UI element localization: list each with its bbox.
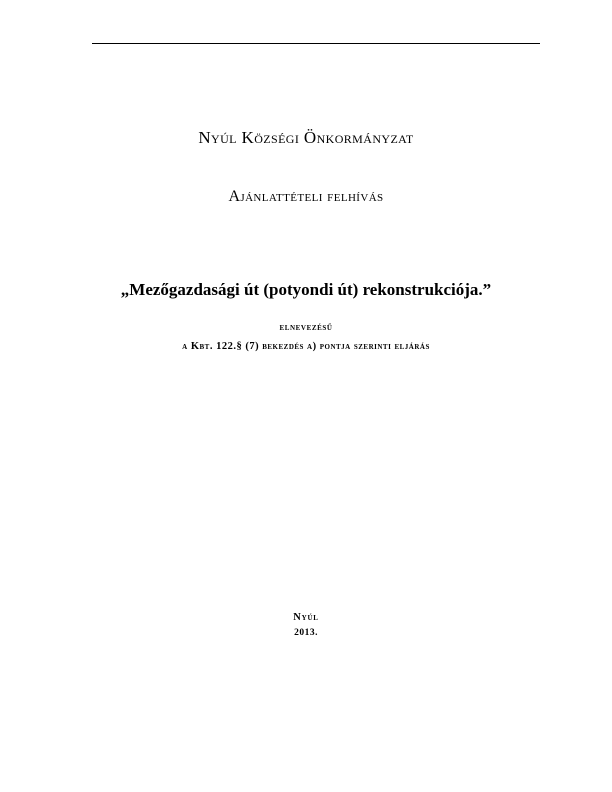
place-of-issue: Nyúl	[293, 612, 319, 623]
header-divider	[92, 43, 540, 44]
document-type-heading: Ajánlattételi felhívás	[228, 188, 384, 205]
organization-name: Nyúl Községi Önkormányzat	[198, 128, 414, 147]
project-title: „Mezőgazdasági út (potyondi út) rekonstrukciója.”	[120, 280, 492, 299]
year-of-issue: 2013.	[294, 628, 318, 638]
procedure-reference: a Kbt. 122.§ (7) bekezdés a) pontja szerinti eljárás	[182, 341, 430, 352]
project-subtitle-designation: elnevezésű	[279, 322, 333, 333]
